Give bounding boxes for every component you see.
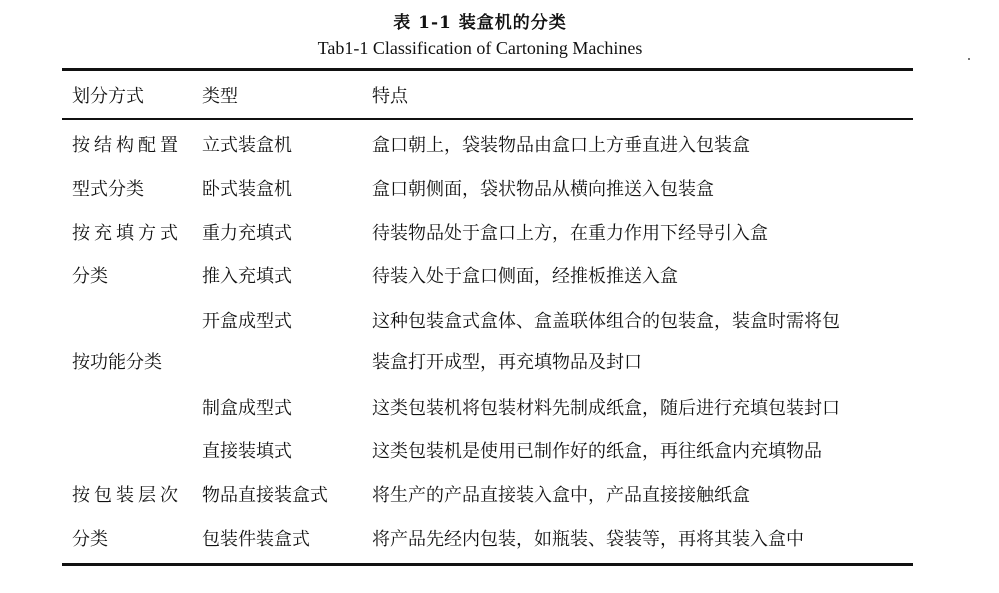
feature-gravity-filling: 待装物品处于盒口上方，在重力作用下经导引入盒 [372, 223, 768, 244]
type-direct-loading: 直接装填式 [202, 441, 292, 462]
table-caption-english: Tab1-1 Classification of Cartoning Machines [317, 38, 643, 58]
feature-push-filling: 待装入处于盒口侧面，经推板推送入盒 [372, 266, 678, 287]
type-direct-article-cartoning: 物品直接装盒式 [202, 485, 328, 506]
type-gravity-filling: 重力充填式 [202, 223, 292, 244]
category-structure-line1: 按结构配置 [72, 135, 182, 156]
category-function: 按功能分类 [72, 352, 162, 373]
category-packaging-level-line1: 按包装层次 [72, 485, 182, 506]
scan-speck [968, 58, 970, 60]
table-bottom-rule [62, 563, 913, 566]
feature-horizontal-cartoner: 盒口朝侧面，袋状物品从横向推送入包装盒 [372, 179, 714, 200]
table-caption-chinese: 表 1-1 装盒机的分类 [393, 13, 567, 33]
table-header-rule [62, 118, 913, 120]
header-type: 类型 [202, 86, 238, 107]
feature-package-cartoning: 将产品先经内包装，如瓶装、袋装等，再将其装入盒中 [372, 529, 804, 550]
header-features: 特点 [372, 86, 408, 107]
type-vertical-cartoner: 立式装盒机 [202, 135, 292, 156]
table-top-rule [62, 68, 913, 71]
type-push-filling: 推入充填式 [202, 266, 292, 287]
feature-direct-loading: 这类包装机是使用已制作好的纸盒，再往纸盒内充填物品 [372, 441, 822, 462]
type-package-cartoning: 包装件装盒式 [202, 529, 310, 550]
type-horizontal-cartoner: 卧式装盒机 [202, 179, 292, 200]
category-packaging-level-line2: 分类 [72, 529, 108, 550]
feature-vertical-cartoner: 盒口朝上，袋装物品由盒口上方垂直进入包装盒 [372, 135, 750, 156]
feature-box-making-forming: 这类包装机将包装材料先制成纸盒，随后进行充填包装封口 [372, 398, 840, 419]
feature-box-opening-forming-line2: 装盒打开成型，再充填物品及封口 [372, 352, 642, 373]
category-filling-line1: 按充填方式 [72, 223, 182, 244]
category-filling-line2: 分类 [72, 266, 108, 287]
header-division-method: 划分方式 [72, 86, 144, 107]
type-box-opening-forming: 开盒成型式 [202, 311, 292, 332]
category-structure-line2: 型式分类 [72, 179, 144, 200]
feature-direct-article-cartoning: 将生产的产品直接装入盒中，产品直接接触纸盒 [372, 485, 750, 506]
feature-box-opening-forming-line1: 这种包装盒式盒体、盒盖联体组合的包装盒，装盒时需将包 [372, 311, 840, 332]
type-box-making-forming: 制盒成型式 [202, 398, 292, 419]
